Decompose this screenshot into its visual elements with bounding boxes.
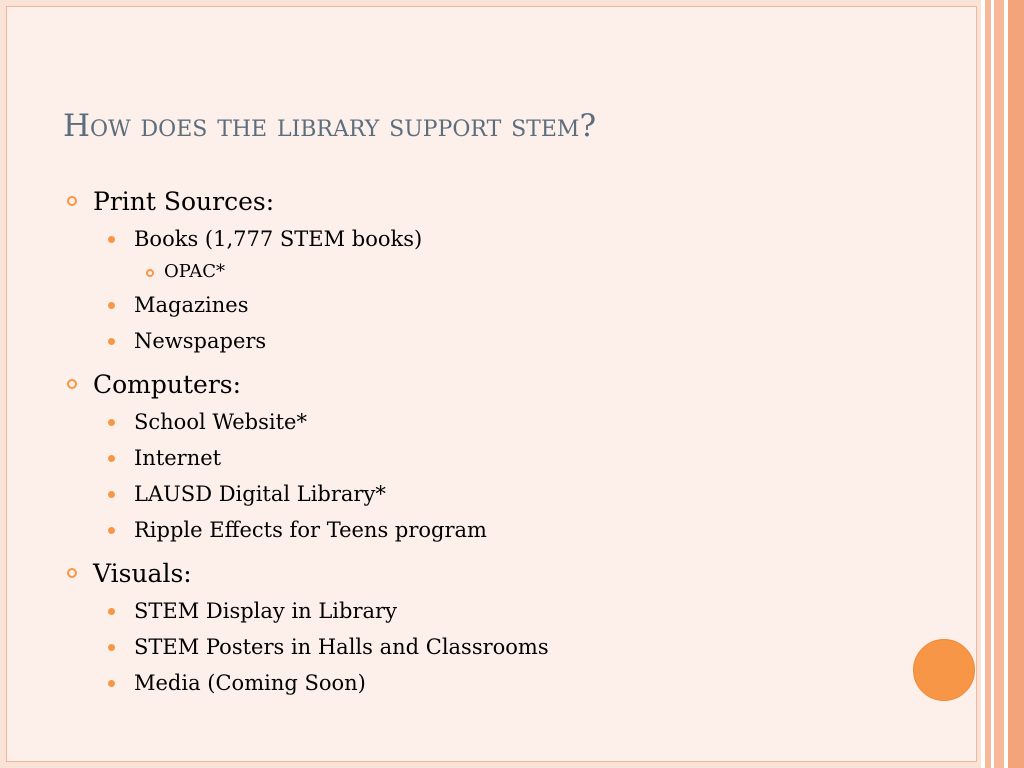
subbullet-label: STEM Display in Library [134, 599, 397, 623]
subsubbullet-opac [64, 257, 904, 287]
subbullet-stem-posters [64, 629, 904, 665]
subbullet-label: STEM Posters in Halls and Classrooms [134, 635, 549, 659]
subbullet-internet [64, 440, 904, 476]
subbullet-label: Media (Coming Soon) [134, 671, 366, 695]
bullet-computers [64, 366, 904, 404]
right-stripe-decoration [994, 0, 1004, 768]
dot-bullet-icon [108, 302, 115, 309]
dot-bullet-icon [108, 236, 115, 243]
bullet-label: Print Sources: [93, 187, 275, 216]
orange-circle-decoration [913, 639, 975, 701]
dot-bullet-icon [108, 455, 115, 462]
dot-bullet-icon [108, 644, 115, 651]
dot-bullet-icon [108, 491, 115, 498]
subbullet-books [64, 221, 904, 257]
slide-title: How does the library support stem? [63, 108, 597, 144]
subbullet-ripple-effects [64, 512, 904, 548]
small-ring-bullet-icon [146, 269, 154, 277]
subbullet-newspapers [64, 323, 904, 359]
bullet-visuals [64, 555, 904, 593]
bullet-label: Computers: [93, 370, 242, 399]
subbullet-stem-display [64, 593, 904, 629]
dot-bullet-icon [108, 527, 115, 534]
dot-bullet-icon [108, 608, 115, 615]
bullet-list [64, 183, 904, 701]
subbullet-lausd-digital-library [64, 476, 904, 512]
subbullet-label: Books (1,777 STEM books) [134, 227, 423, 251]
subbullet-label: Newspapers [134, 329, 267, 353]
subbullet-label: LAUSD Digital Library* [134, 482, 386, 506]
subbullet-label: Internet [134, 446, 222, 470]
subbullet-magazines [64, 287, 904, 323]
subbullet-label: Ripple Effects for Teens program [134, 518, 487, 542]
dot-bullet-icon [108, 419, 115, 426]
bullet-print-sources [64, 183, 904, 221]
right-stripe-decoration [1008, 0, 1024, 768]
subbullet-school-website [64, 404, 904, 440]
ring-bullet-icon [67, 568, 77, 578]
subbullet-label: Magazines [134, 293, 249, 317]
subsubbullet-label: OPAC* [164, 261, 225, 282]
bullet-label: Visuals: [93, 559, 192, 588]
ring-bullet-icon [67, 379, 77, 389]
subbullet-media [64, 665, 904, 701]
subbullet-label: School Website* [134, 410, 307, 434]
ring-bullet-icon [67, 196, 77, 206]
dot-bullet-icon [108, 338, 115, 345]
dot-bullet-icon [108, 680, 115, 687]
